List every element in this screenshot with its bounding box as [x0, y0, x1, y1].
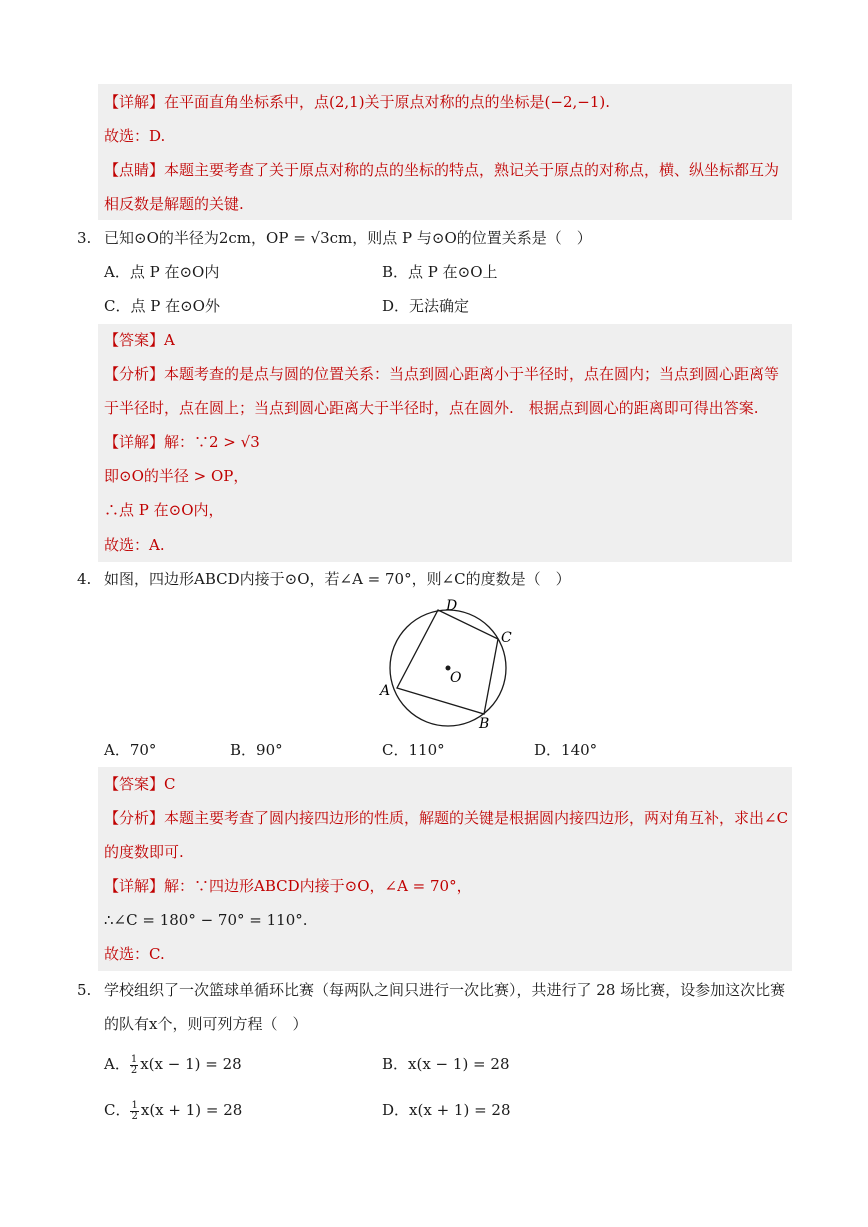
label-c: C	[501, 630, 512, 646]
q3-analysis-line1: 【分析】本题考查的是点与圆的位置关系：当点到圆心距离小于半径时，点在圆内；当点到圆心距离等	[104, 365, 780, 383]
q2-comment-line1: 【点睛】本题主要考查了关于原点对称的点的坐标的特点，熟记关于原点的对称点，横、纵坐标都互为	[104, 161, 780, 179]
q2-detail: 【详解】在平面直角坐标系中，点(2,1)关于原点对称的点的坐标是(−2,−1).	[104, 93, 611, 111]
q4-detail-line2: ∴∠C = 180° − 70° = 110°.	[104, 911, 308, 929]
q3-analysis-line2: 于半径时，点在圆上；当点到圆心距离大于半径时，点在圆外. 根据点到圆心的距离即可得出答案.	[104, 399, 759, 417]
q4-choose: 故选：C.	[104, 945, 165, 963]
q3-stem: 已知⊙O的半径为2cm，OP = √3cm，则点 P 与⊙O的位置关系是（ ）	[104, 229, 592, 247]
label-a: A	[380, 683, 391, 699]
q5-option-a-label: A．	[104, 1055, 130, 1073]
fraction-numerator: 1	[131, 1099, 138, 1111]
fraction-denominator: 2	[131, 1110, 138, 1122]
quadrilateral-abcd	[397, 610, 498, 714]
q5-option-d: D．x(x + 1) = 28	[382, 1101, 511, 1119]
q4-circle-figure	[370, 596, 530, 736]
q5-option-c-fraction	[130, 1101, 138, 1122]
q5-option-c-label: C．	[104, 1101, 131, 1119]
q3-detail-line1: 【详解】解：∵2 > √3	[104, 433, 260, 451]
q5-option-c-expr: x(x + 1) = 28	[140, 1101, 243, 1119]
q3-answer: 【答案】A	[104, 331, 175, 349]
q4-number: 4.	[77, 570, 92, 588]
q4-answer: 【答案】C	[104, 775, 176, 793]
q4-analysis-line2: 的度数即可.	[104, 843, 184, 861]
q5-option-a-fraction	[130, 1055, 138, 1076]
q3-choose: 故选：A.	[104, 536, 165, 554]
q4-option-a: A．70°	[104, 741, 157, 759]
q5-option-b: B．x(x − 1) = 28	[382, 1055, 510, 1073]
q3-option-d: D．无法确定	[382, 297, 470, 315]
q3-option-a: A．点 P 在⊙O内	[104, 263, 220, 281]
q4-detail-line1: 【详解】解：∵四边形ABCD内接于⊙O，∠A = 70°，	[104, 877, 472, 895]
q3-detail-line2: 即⊙O的半径 > OP，	[104, 467, 249, 485]
q2-comment-line2: 相反数是解题的关键.	[104, 195, 244, 213]
q4-option-c: C．110°	[382, 741, 445, 759]
q4-solution-box	[98, 767, 792, 971]
label-b: B	[479, 716, 490, 732]
label-o: O	[450, 670, 462, 686]
fraction-numerator: 1	[130, 1053, 138, 1065]
q5-option-a-expr: x(x − 1) = 28	[140, 1055, 242, 1073]
q5-stem-line1: 学校组织了一次篮球单循环比赛（每两队之间只进行一次比赛），共进行了 28 场比赛，设参加这次比赛	[104, 981, 786, 999]
q5-option-c	[104, 1100, 242, 1122]
q5-stem-line2: 的队有x个，则可列方程（ ）	[104, 1015, 308, 1033]
q4-option-b: B．90°	[230, 741, 283, 759]
q3-option-b: B．点 P 在⊙O上	[382, 263, 498, 281]
q3-detail-line3: ∴点 P 在⊙O内，	[104, 501, 224, 519]
q4-option-d: D．140°	[534, 741, 598, 759]
q5-option-a	[104, 1054, 242, 1076]
q4-analysis-line1: 【分析】本题主要考查了圆内接四边形的性质，解题的关键是根据圆内接四边形，两对角互补，求出∠C	[104, 809, 789, 827]
q3-option-c: C．点 P 在⊙O外	[104, 297, 220, 315]
q2-choose: 故选：D.	[104, 127, 166, 145]
q5-number: 5.	[77, 981, 92, 999]
q4-stem: 如图，四边形ABCD内接于⊙O，若∠A = 70°，则∠C的度数是（ ）	[104, 570, 571, 588]
fraction-denominator: 2	[130, 1064, 138, 1076]
label-d: D	[446, 598, 458, 614]
q3-number: 3.	[77, 229, 92, 247]
